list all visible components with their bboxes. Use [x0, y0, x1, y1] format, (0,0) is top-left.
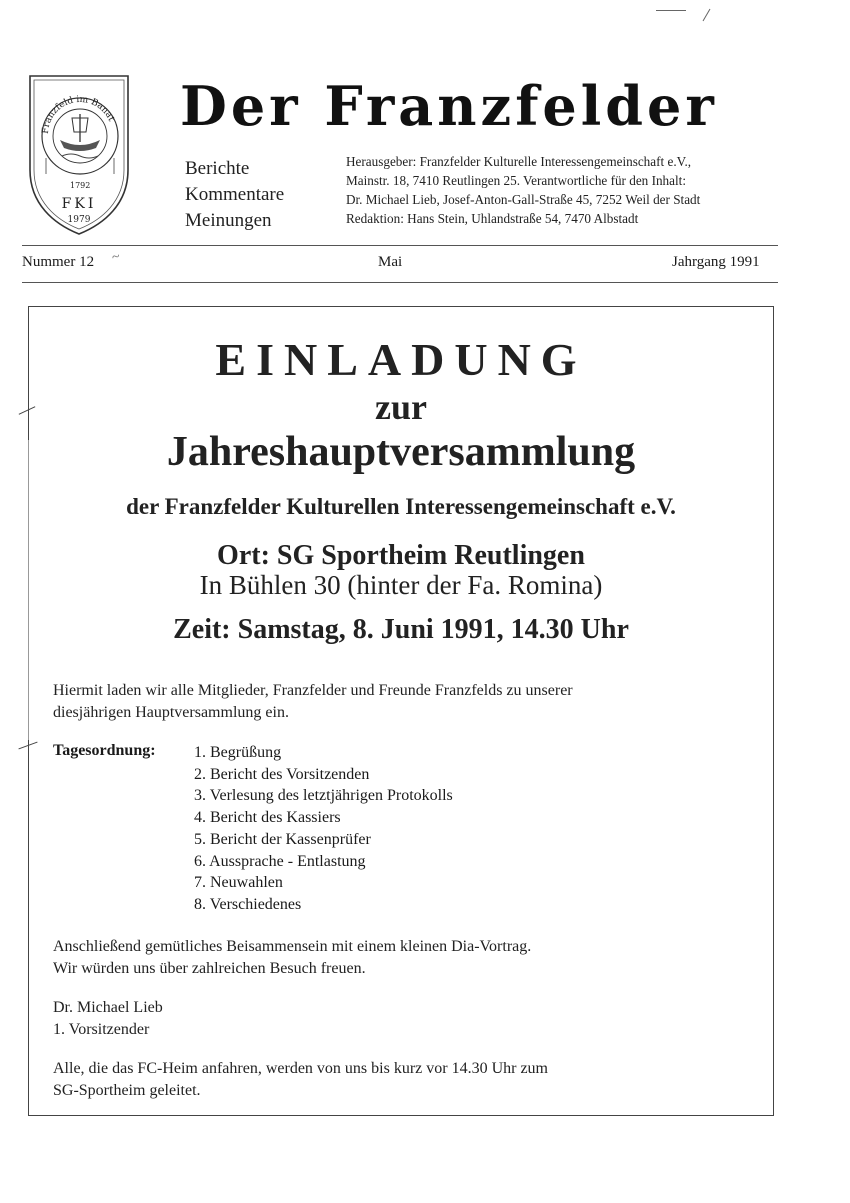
publisher-line: Dr. Michael Lieb, Josef-Anton-Gall-Straße 45, 7252 Weil der Stadt — [346, 192, 701, 207]
closing-line: Wir würden uns über zahlreichen Besuch freuen. — [53, 960, 366, 977]
invitation-address: In Bühlen 30 (hinter der Fa. Romina) — [199, 570, 603, 600]
scan-mark — [656, 10, 686, 11]
invitation-zur: zur — [375, 387, 427, 427]
fki-logo — [26, 74, 132, 236]
subtitle-line: Kommentare — [185, 184, 285, 205]
agenda-item: 8. Verschiedenes — [194, 895, 302, 913]
svg-text:Franzfeld im Banat — [41, 95, 116, 135]
publisher-info — [346, 152, 782, 228]
agenda-item: 2. Bericht des Vorsitzenden — [194, 765, 370, 783]
agenda-item: 7. Neuwahlen — [194, 874, 283, 892]
top-divider — [22, 245, 778, 246]
invitation-organization: der Franzfelder Kulturellen Interessengemeinschaft e.V. — [126, 494, 676, 519]
publisher-line: Redaktion: Hans Stein, Uhlandstraße 54, 7470 Albstadt — [346, 211, 639, 226]
agenda-item: 4. Bericht des Kassiers — [194, 809, 341, 827]
masthead-subtitles — [185, 156, 284, 234]
invitation-title: EINLADUNG — [215, 334, 587, 385]
agenda-list — [194, 742, 453, 916]
subtitle-line: Berichte — [185, 158, 250, 179]
agenda-item: 5. Bericht der Kassenprüfer — [194, 830, 371, 848]
logo-year-bottom: 1979 — [67, 215, 91, 225]
invitation-location: Ort: SG Sportheim Reutlingen — [217, 540, 585, 571]
publisher-line: Mainstr. 18, 7410 Reutlingen 25. Verantwortliche für den Inhalt: — [346, 173, 687, 188]
closing-line: Anschließend gemütliches Beisammensein mit einem kleinen Dia-Vortrag. — [53, 938, 532, 955]
footer-line: Alle, die das FC-Heim anfahren, werden von uns bis kurz vor 14.30 Uhr zum — [53, 1060, 548, 1077]
invitation-event: Jahreshauptversammlung — [166, 429, 636, 475]
handwritten-mark: ~ — [110, 249, 121, 266]
logo-initials: FKI — [61, 196, 97, 212]
bottom-divider — [22, 282, 778, 283]
logo-ring-text: Franzfeld im Banat — [40, 94, 116, 135]
issue-year: Jahrgang 1991 — [672, 254, 760, 270]
signature-block — [53, 997, 753, 1041]
footer-note — [53, 1058, 753, 1102]
closing-paragraph — [53, 936, 753, 980]
scan-mark — [28, 440, 29, 740]
issue-number: Nummer 12 — [22, 254, 95, 270]
intro-line: Hiermit laden wir alle Mitglieder, Franzfelder und Freunde Franzfelds zu unserer — [53, 682, 573, 699]
logo-year-left: 1792 — [70, 181, 91, 190]
issue-month: Mai — [378, 254, 403, 270]
publisher-line: Herausgeber: Franzfelder Kulturelle Interessengemeinschaft e.V., — [346, 154, 692, 169]
agenda-item: 1. Begrüßung — [194, 744, 282, 761]
subtitle-line: Meinungen — [185, 210, 272, 231]
scan-mark — [703, 9, 711, 22]
agenda-item: 6. Aussprache - Entlastung — [194, 852, 366, 870]
intro-paragraph — [53, 680, 753, 724]
signature-name: Dr. Michael Lieb — [53, 999, 163, 1016]
agenda-label: Tagesordnung: — [53, 742, 156, 759]
intro-line: diesjährigen Hauptversammlung ein. — [53, 704, 289, 721]
invitation-time: Zeit: Samstag, 8. Juni 1991, 14.30 Uhr — [173, 614, 629, 645]
agenda-item: 3. Verlesung des letztjährigen Protokolls — [194, 787, 453, 805]
footer-line: SG-Sportheim geleitet. — [53, 1082, 201, 1099]
masthead-title: Der Franzfelder — [180, 74, 718, 138]
signature-role: 1. Vorsitzender — [53, 1021, 150, 1038]
